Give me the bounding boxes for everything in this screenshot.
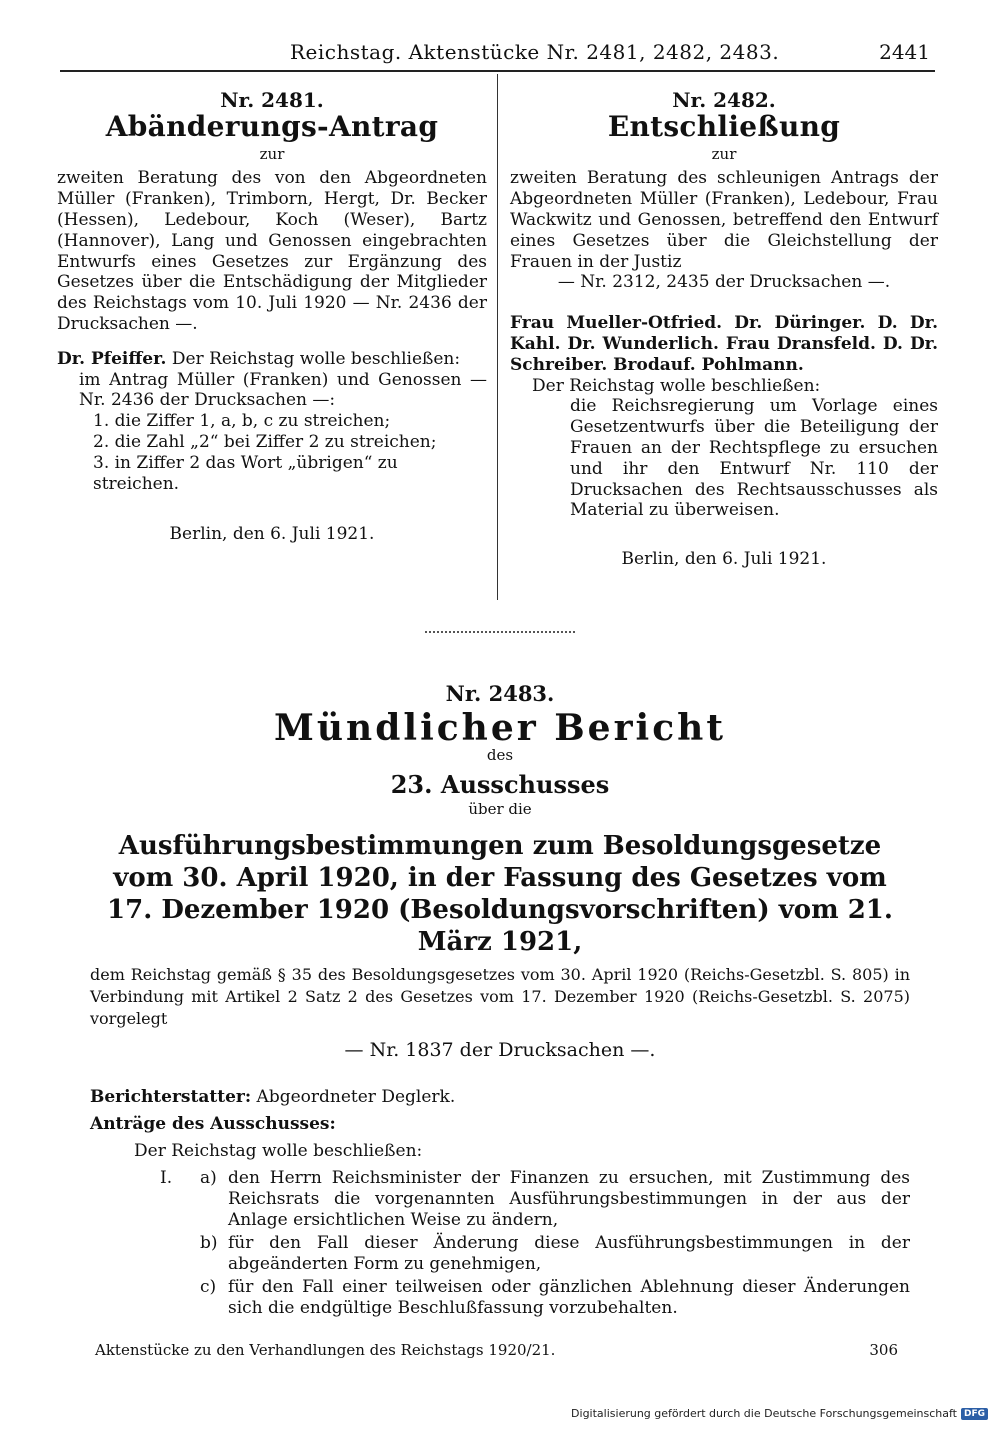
doc-number: Nr. 2481. — [220, 88, 324, 112]
list-item — [200, 1233, 910, 1275]
list-item: 1. die Ziffer 1, a, b, c zu streichen; — [93, 411, 391, 432]
list-item: 3. in Ziffer 2 das Wort „übrigen“ zu streichen. — [93, 452, 398, 494]
sub-items — [200, 1168, 910, 1321]
section-separator — [425, 631, 575, 633]
document-2483 — [90, 683, 910, 1321]
doc-number: Nr. 2482. — [672, 88, 776, 112]
resolution-text: die Reichsregierung um Vorlage eines Gesetzentwurfs über die Beteiligung der Frauen an der Rechtspflege zu ersuchen und ihr den Entwurf Nr. 110 der Drucksachen des Rechtsausschusses als Material zu überweisen. — [570, 396, 938, 521]
subject-title: Ausführungsbestimmungen zum Besoldungsgesetze vom 30. April 1920, in der Fassung des Gesetzes vom 17. Dezember 1920 (Besoldungsvorschriften) vom 21. März 1921, — [107, 831, 893, 957]
signer: Dr. Pfeiffer. — [57, 348, 167, 369]
doc-des: des — [486, 746, 514, 764]
doc-body: zweiten Beratung des schleunigen Antrags der Abgeordneten Müller (Franken), Ledebour, Frau Wackwitz und Genossen, betreffend den Entwurf eines Gesetzes über die Gleichstellung der Frauen in der Justiz — [510, 168, 938, 272]
item-text: für den Fall dieser Änderung diese Ausführungsbestimmungen in der abgeänderten Form zu genehmigen, — [228, 1233, 910, 1274]
dfg-logo: DFG — [961, 1408, 988, 1420]
drucksachen-ref: — Nr. 2312, 2435 der Drucksachen —. — [557, 272, 891, 293]
motions-intro: Der Reichstag wolle beschließen: — [134, 1141, 423, 1161]
submission-text: dem Reichstag gemäß § 35 des Besoldungsgesetzes vom 30. April 1920 (Reichs-Gesetzbl. S. 805) in Verbindung mit Artikel 2 Satz 2 des Gesetzes vom 17. Dezember 1920 (Reichs-Gesetzbl. S. 2075) vorgelegt — [90, 965, 910, 1028]
motions-label: Anträge des Ausschusses: — [90, 1114, 336, 1134]
committee-name: 23. Ausschusses — [390, 770, 610, 799]
dateline: Berlin, den 6. Juli 1921. — [621, 549, 827, 570]
resolution-intro: Der Reichstag wolle beschließen: — [532, 375, 821, 396]
doc-ueber: über die — [468, 800, 532, 818]
doc-title: Entschließung — [607, 109, 841, 143]
item-letter: b) — [200, 1233, 218, 1253]
page-number: 2441 — [879, 40, 930, 64]
document-2482 — [510, 90, 938, 570]
reporter-line — [90, 1087, 910, 1108]
reporter-label: Berichterstatter: — [90, 1087, 252, 1107]
item-letter: c) — [200, 1277, 217, 1297]
item-text: für den Fall einer teilweisen oder gänzlichen Ablehnung dieser Änderungen sich die endgültige Beschlußfassung vorzubehalten. — [228, 1277, 910, 1318]
running-title: Reichstag. Aktenstücke Nr. 2481, 2482, 2483. — [290, 40, 780, 64]
drucksachen-ref: — Nr. 1837 der Drucksachen —. — [344, 1039, 656, 1061]
item-text: den Herrn Reichsminister der Finanzen zu ersuchen, mit Zustimmung des Reichsrats die vorgenannten Ausführungsbestimmungen in der aus der Anlage ersichtlichen Weise zu ändern, — [228, 1168, 910, 1230]
doc-zur: zur — [259, 144, 285, 163]
doc-zur: zur — [711, 144, 737, 163]
footer-source: Aktenstücke zu den Verhandlungen des Reichstags 1920/21. — [95, 1341, 556, 1359]
signature-line — [57, 349, 487, 370]
digitization-credit — [571, 1407, 988, 1420]
document-2481 — [57, 90, 487, 545]
resolution-intro: Der Reichstag wolle beschließen: — [171, 348, 461, 369]
motion-list — [90, 1168, 910, 1321]
roman-numeral: I. — [160, 1168, 173, 1188]
doc-body: zweiten Beratung des von den Abgeordneten Müller (Franken), Trimborn, Hergt, Dr. Becker (Hessen), Ledebour, Koch (Weser), Bartz (Hannover), Lang und Genossen eingebrachten Entwurfs eines Gesetzes zur Ergänzung des Gesetzes über die Entschädigung der Mitglieder des Reichstags vom 10. Juli 1920 — Nr. 2436 der Drucksachen —. — [57, 168, 487, 334]
list-item — [200, 1168, 910, 1231]
amendment-reference: im Antrag Müller (Franken) und Genossen — Nr. 2436 der Drucksachen —: — [79, 369, 487, 411]
footer-sheet-number: 306 — [869, 1341, 898, 1359]
doc-number: Nr. 2483. — [445, 681, 555, 706]
doc-title: Mündlicher Bericht — [274, 707, 726, 749]
column-divider — [497, 74, 498, 600]
doc-title: Abänderungs-Antrag — [105, 109, 439, 143]
credit-text: Digitalisierung gefördert durch die Deutsche Forschungsgemeinschaft — [571, 1407, 957, 1420]
header-rule — [60, 70, 935, 72]
list-item: 2. die Zahl „2“ bei Ziffer 2 zu streichen; — [93, 431, 437, 452]
list-item — [200, 1277, 910, 1319]
item-letter: a) — [200, 1168, 217, 1188]
reporter-name: Abgeordneter Deglerk. — [256, 1087, 456, 1107]
dateline: Berlin, den 6. Juli 1921. — [169, 524, 375, 545]
signers: Frau Mueller-Otfried. Dr. Düringer. D. Dr. Kahl. Dr. Wunderlich. Frau Dransfeld. D. Dr. Schreiber. Brodauf. Pohlmann. — [510, 313, 938, 375]
